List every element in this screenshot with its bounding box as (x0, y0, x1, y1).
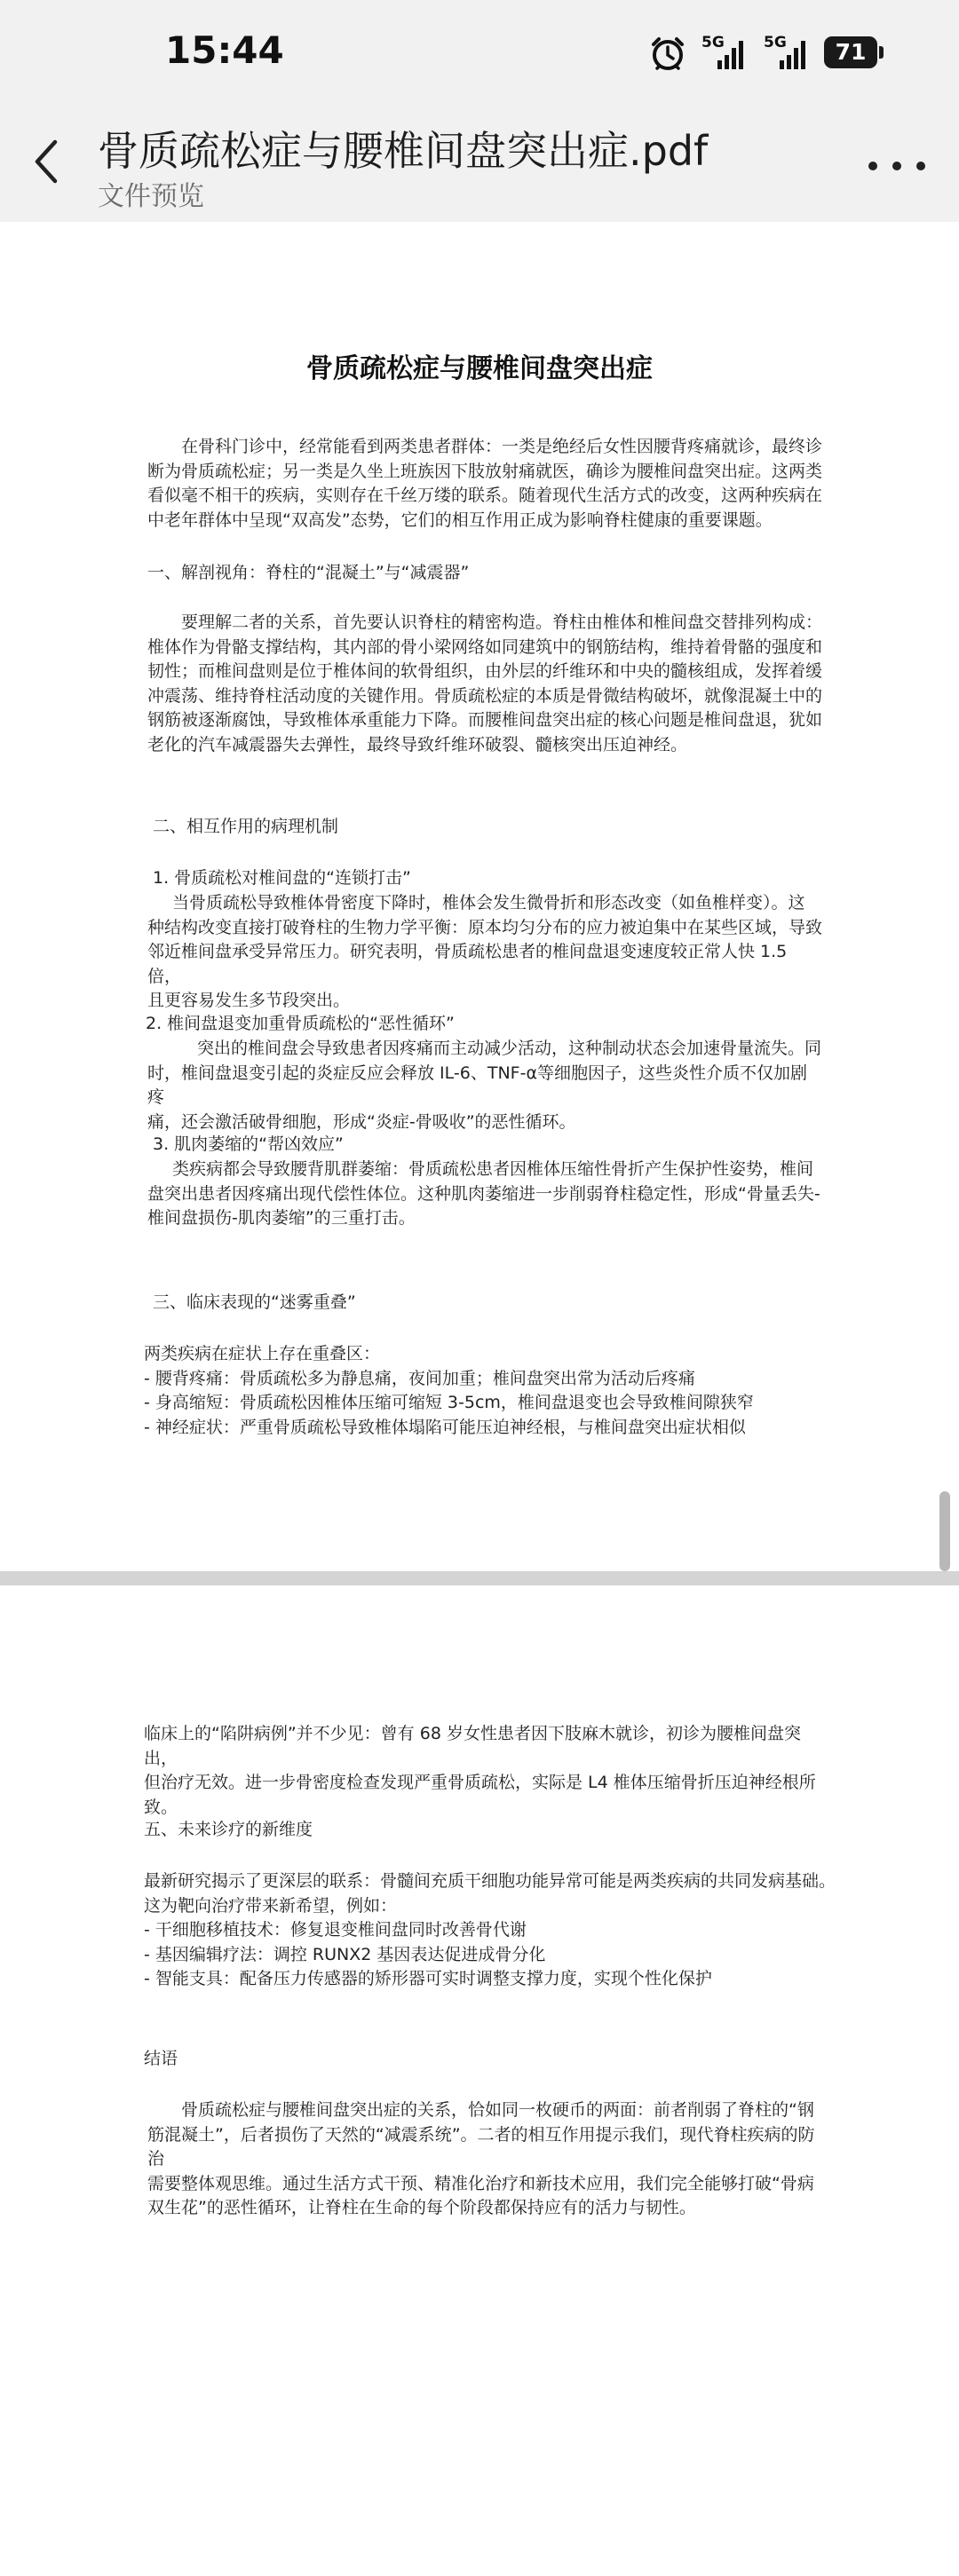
document-title: 骨质疏松症与腰椎间盘突出症 (306, 353, 653, 384)
section-heading: 二、相互作用的病理机制 (153, 817, 339, 836)
section-heading: 结语 (144, 2049, 178, 2068)
subsection-heading: 2. 椎间盘退变加重骨质疏松的“恶性循环” (146, 1014, 455, 1033)
page-subtitle: 文件预览 (98, 181, 204, 212)
section-paragraph: 突出的椎间盘会导致患者因疼痛而主动减少活动，这种制动状态会加速骨量流失。同 时，椎间盘退变引起的炎症反应会释放 IL-6、TNF-α等细胞因子，这些炎性介质不仅加剧疼 痛，还会激活破骨细胞，形成“炎症-骨吸收”的恶性循环。 (147, 1039, 822, 1132)
section-heading: 五、未来诊疗的新维度 (144, 1820, 313, 1839)
section-paragraph: 要理解二者的关系，首先要认识脊柱的精密构造。脊柱由椎体和椎间盘交替排列构成： 椎体作为骨骼支撑结构，其内部的骨小梁网络如同建筑中的钢筋结构，维持着骨骼的强度和 韧性；而椎间盘则是位于椎体间的软骨组织，由外层的纤维环和中央的髓核组成，发挥着缓 冲震荡、维持脊柱活动度的关键作用。骨质疏松症的本质是骨微结构破坏，就像混凝土中的 钢筋被逐渐腐蚀，导致椎体承重能力下降。而腰椎间盘突出症的核心问题是椎间盘退，犹如 老化的汽车减震器失去弹性，最终导致纤维环破裂、髓核突出压迫神经。 (147, 612, 823, 755)
section-heading: 三、临床表现的“迷雾重叠” (153, 1292, 356, 1312)
more-horizontal-icon[interactable] (860, 144, 934, 188)
status-time: 15:44 (165, 28, 284, 72)
page-separator (0, 1571, 959, 1585)
section-heading: 一、解剖视角：脊柱的“混凝土”与“减震器” (147, 563, 470, 582)
subsection-heading: 3. 肌肉萎缩的“帮凶效应” (153, 1134, 344, 1154)
section-paragraph: 骨质疏松症与腰椎间盘突出症的关系，恰如同一枚硬币的两面：前者削弱了脊柱的“钢 筋混凝土”，后者损伤了天然的“减震系统”。二者的相互作用提示我们，现代脊柱疾病的防治 需要整体观思维。通过生活方式干预、精准化治疗和新技术应用，我们完全能够打破“骨病 双生花”的恶性循环，让脊柱在生命的每个阶段都保持应有的活力与韧性。 (147, 2100, 815, 2217)
section-paragraph: 类疾病都会导致腰背肌群萎缩：骨质疏松患者因椎体压缩性骨折产生保护性姿势，椎间 盘突出患者因疼痛出现代偿性体位。这种肌肉萎缩进一步削弱脊柱稳定性，形成“骨量丢失- 椎间盘损伤-肌肉萎缩”的三重打击。 (147, 1159, 820, 1228)
status-bar (0, 0, 959, 105)
signal-icon (764, 34, 826, 73)
chevron-left-icon[interactable] (23, 130, 73, 194)
section-paragraph: 临床上的“陷阱病例”并不少见：曾有 68 岁女性患者因下肢麻木就诊，初诊为腰椎间盘突出， 但治疗无效。进一步骨密度检查发现严重骨质疏松，实际是 L4 椎体压缩骨折压迫神经根所 致。 (144, 1724, 816, 1817)
section-paragraph: 最新研究揭示了更深层的联系：骨髓间充质干细胞功能异常可能是两类疾病的共同发病基础。 这为靶向治疗带来新希望，例如： - 干细胞移植技术：修复退变椎间盘同时改善骨代谢 - 基因编辑疗法：调控 RUNX2 基因表达促进成骨分化 - 智能支具：配备压力传感器的矫形器可实时调整支撑力度，实现个性化保护 (144, 1871, 836, 1988)
alarm-icon (648, 34, 687, 73)
subsection-heading: 1. 骨质疏松对椎间盘的“连锁打击” (153, 868, 411, 888)
section-paragraph: 两类疾病在症状上存在重叠区： - 腰背疼痛：骨质疏松多为静息痛，夜间加重；椎间盘突出常为活动后疼痛 - 身高缩短：骨质疏松因椎体压缩可缩短 3-5cm，椎间盘退变也会导致椎间隙狭窄 - 神经症状：严重骨质疏松导致椎体塌陷可能压迫神经根，与椎间盘突出症状相似 (144, 1344, 754, 1437)
pdf-page-2 (0, 1585, 959, 2576)
scrollbar-thumb[interactable] (939, 1491, 950, 1571)
battery-icon: 71 (824, 36, 877, 68)
pdf-page-1 (0, 222, 959, 1571)
page-title: 骨质疏松症与腰椎间盘突出症.pdf (98, 127, 709, 175)
network-label: 5G (764, 34, 787, 51)
app-header (0, 105, 959, 222)
intro-paragraph: 在骨科门诊中，经常能看到两类患者群体：一类是绝经后女性因腰背疼痛就诊，最终诊 断为骨质疏松症；另一类是久坐上班族因下肢放射痛就医，确诊为腰椎间盘突出症。这两类 看似毫不相干的疾病，实则存在千丝万缕的联系。随着现代生活方式的改变，这两种疾病在 中老年群体中呈现“双高发”态势，它们的相互作用正成为影响脊柱健康的重要课题。 (147, 437, 823, 530)
signal-icon (701, 34, 764, 73)
battery-tip (879, 46, 884, 59)
network-label: 5G (701, 34, 725, 51)
section-paragraph: 当骨质疏松导致椎体骨密度下降时，椎体会发生微骨折和形态改变（如鱼椎样变）。这 种结构改变直接打破脊柱的生物力学平衡：原本均匀分布的应力被迫集中在某些区域，导致 邻近椎间盘承受异常压力。研究表明，骨质疏松患者的椎间盘退变速度较正常人快 1.5 倍， 且更容易发生多节段突出。 (147, 893, 823, 1010)
